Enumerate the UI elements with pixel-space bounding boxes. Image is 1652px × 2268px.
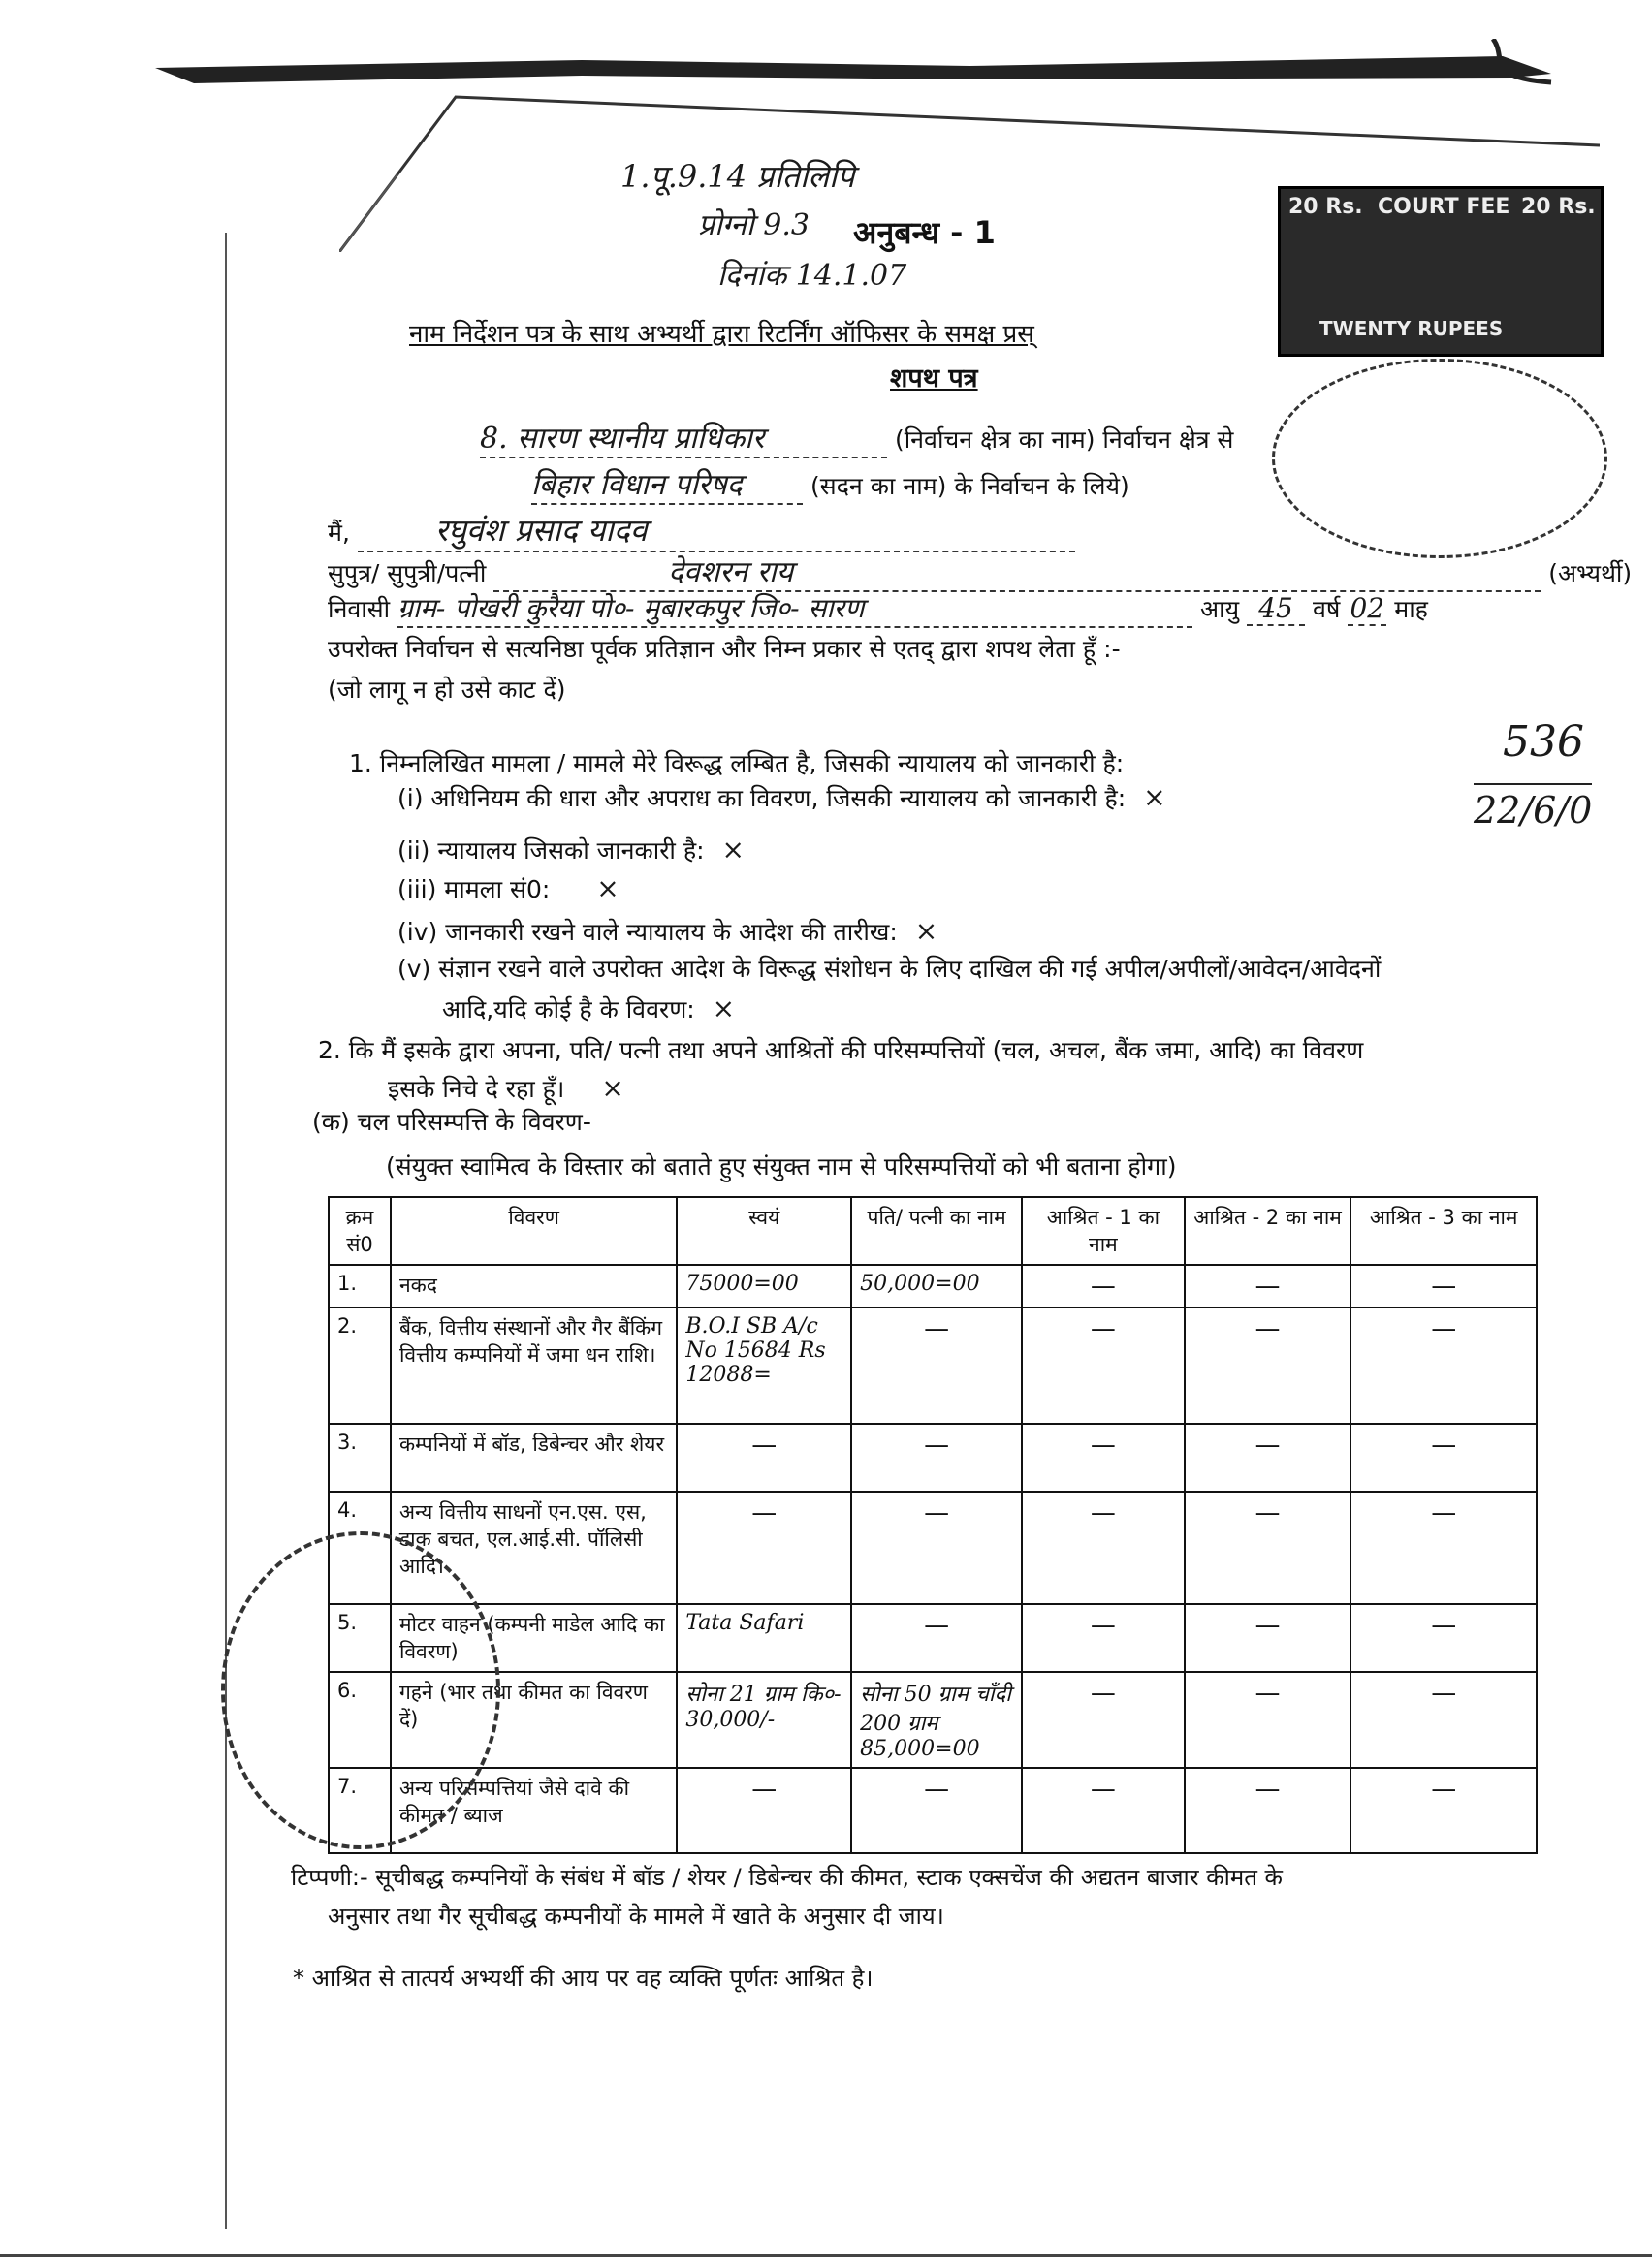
col-header-dependent-1: आश्रित - 1 का नाम	[1022, 1197, 1185, 1265]
left-margin-line	[225, 233, 227, 2229]
age-value: 45	[1247, 592, 1305, 626]
row-serial: 2.	[329, 1307, 391, 1424]
row-spouse-value: —	[851, 1307, 1022, 1424]
row-dependent-3: —	[1350, 1424, 1537, 1492]
table-header-row	[329, 1197, 1537, 1265]
table-row	[329, 1672, 1537, 1768]
table-row	[329, 1307, 1537, 1424]
row-dependent-3: —	[1350, 1672, 1537, 1768]
row-dependent-2: —	[1185, 1265, 1351, 1307]
row-description: अन्य परिसम्पत्तियां जैसे दावे की कीमत / ब्याज	[391, 1768, 677, 1853]
stamp-value-left: 20 Rs.	[1288, 195, 1363, 219]
margin-note-top: 536	[1503, 717, 1584, 767]
postmark-seal	[1272, 359, 1607, 558]
row-dependent-2: —	[1185, 1424, 1351, 1492]
scan-bottom-edge	[0, 2254, 1652, 2257]
row-serial: 7.	[329, 1768, 391, 1853]
house-line	[531, 463, 1129, 505]
row-self-value: —	[677, 1492, 851, 1604]
cross-mark: ×	[721, 834, 745, 866]
months-label: माह	[1394, 595, 1428, 623]
row-description: गहने (भार तथा कीमत का विवरण दें)	[391, 1672, 677, 1768]
row-dependent-3: —	[1350, 1492, 1537, 1604]
footnote-1: टिप्पणी:- सूचीबद्ध कम्पनियों के संबंध में बॉड / शेयर / डिबेन्चर की कीमत, स्टाक एक्सचेंज की अद्यतन बाजार कीमत के	[291, 1864, 1283, 1891]
house-label: (सदन का नाम) के निर्वाचन के लिये)	[810, 472, 1129, 500]
official-seal	[221, 1531, 500, 1849]
handwritten-reference-2: प्रोग्नो 9.3	[698, 208, 810, 242]
strike-note: (जो लागू न हो उसे काट दें)	[328, 676, 566, 704]
row-self-value: Tata Safari	[677, 1604, 851, 1672]
row-serial: 6.	[329, 1672, 391, 1768]
col-header-spouse: पति/ पत्नी का नाम	[851, 1197, 1022, 1265]
address-line	[328, 589, 1428, 628]
stamp-label: COURT FEE	[1378, 195, 1510, 219]
item-1-ii: (ii) न्यायालय जिसको जानकारी है: ×	[397, 834, 745, 866]
relation-line	[328, 551, 1633, 592]
row-dependent-1: —	[1022, 1604, 1185, 1672]
row-description: बैंक, वित्तीय संस्थानों और गैर बैंकिंग वित्तीय कम्पनियों में जमा धन राशि।	[391, 1307, 677, 1424]
age-label: आयु	[1200, 595, 1240, 623]
table-row	[329, 1768, 1537, 1853]
stamp-value-right: 20 Rs.	[1521, 195, 1596, 219]
address-value: ग्राम- पोखरी कुरैया पो०- मुबारकपुर जि०- सारण	[397, 589, 1192, 628]
row-dependent-2: —	[1185, 1492, 1351, 1604]
item-1-v-cont: आदि,यदि कोई है के विवरण: ×	[442, 992, 736, 1024]
row-dependent-2: —	[1185, 1604, 1351, 1672]
row-dependent-1: —	[1022, 1492, 1185, 1604]
handwritten-signature: दिनांक 14.1.07	[717, 259, 907, 293]
years-label: वर्ष	[1312, 595, 1341, 623]
row-dependent-1: —	[1022, 1265, 1185, 1307]
constituency-label: (निर्वाचन क्षेत्र का नाम) निर्वाचन क्षेत्र से	[894, 425, 1234, 454]
row-spouse-value: सोना 50 ग्राम चाँदी 200 ग्राम 85,000=00	[851, 1672, 1022, 1768]
row-dependent-1: —	[1022, 1307, 1185, 1424]
row-self-value: B.O.I SB A/c No 15684 Rs 12088=	[677, 1307, 851, 1424]
row-spouse-value: —	[851, 1768, 1022, 1853]
row-dependent-2: —	[1185, 1307, 1351, 1424]
table-row	[329, 1424, 1537, 1492]
row-description: कम्पनियों में बॉड, डिबेन्चर और शेयर	[391, 1424, 677, 1492]
col-header-description: विवरण	[391, 1197, 677, 1265]
candidate-name: रघुवंश प्रसाद यादव	[358, 509, 1075, 552]
row-spouse-value: —	[851, 1604, 1022, 1672]
handwritten-reference: 1.पू.9.14 प्रतिलिपि	[620, 158, 855, 195]
name-line	[328, 509, 1075, 552]
relation-label: सुपुत्र/ सुपुत्री/पत्नी	[328, 559, 487, 587]
row-dependent-2: —	[1185, 1768, 1351, 1853]
candidate-label: (अभ्यर्थी)	[1548, 559, 1633, 587]
row-serial: 4.	[329, 1492, 391, 1604]
row-self-value: —	[677, 1424, 851, 1492]
constituency-line	[480, 417, 1233, 458]
row-spouse-value: —	[851, 1492, 1022, 1604]
row-dependent-3: —	[1350, 1307, 1537, 1424]
row-self-value: —	[677, 1768, 851, 1853]
court-fee-stamp	[1278, 186, 1604, 357]
margin-note-bottom: 22/6/0	[1474, 783, 1592, 832]
name-label: मैं,	[328, 519, 350, 547]
item-1-i: (i) अधिनियम की धारा और अपराध का विवरण, जिसकी न्यायालय को जानकारी है: ×	[397, 781, 1166, 813]
footnote-dependent: * आश्रित से तात्पर्य अभ्यर्थी की आय पर वह व्यक्ति पूर्णतः आश्रित है।	[293, 1965, 874, 1992]
row-dependent-1: —	[1022, 1424, 1185, 1492]
row-description: मोटर वाहन (कम्पनी माडेल आदि का विवरण)	[391, 1604, 677, 1672]
row-description: नकद	[391, 1265, 677, 1307]
row-serial: 3.	[329, 1424, 391, 1492]
movable-assets-table	[328, 1196, 1538, 1854]
item-1: 1. निम्नलिखित मामला / मामले मेरे विरूद्ध लम्बित है, जिसकी न्यायालय को जानकारी है:	[349, 749, 1125, 777]
house-value: बिहार विधान परिषद	[531, 463, 803, 505]
item-1-iii: (iii) मामला सं0: ×	[397, 872, 620, 904]
months-value: 02	[1348, 592, 1386, 626]
row-spouse-value: 50,000=00	[851, 1265, 1022, 1307]
item-1-v: (v) संज्ञान रखने वाले उपरोक्त आदेश के विरूद्ध संशोधन के लिए दाखिल की गई अपील/अपीलों/आवेदन/आवेदनों	[397, 955, 1382, 983]
stamp-text: TWENTY RUPEES	[1319, 317, 1504, 340]
table-row	[329, 1604, 1537, 1672]
item-ka-note: (संयुक्त स्वामित्व के विस्तार को बताते हुए संयुक्त नाम से परिसम्पत्तियों को भी बताना होगा)	[386, 1152, 1177, 1181]
table-row	[329, 1492, 1537, 1604]
row-description: अन्य वित्तीय साधनों एन.एस. एस, डाक बचत, एल.आई.सी. पॉलिसी आदि।	[391, 1492, 677, 1604]
page-subtitle: नाम निर्देशन पत्र के साथ अभ्यर्थी द्वारा रिटर्निंग ऑफिसर के समक्ष प्रस्	[409, 320, 1034, 349]
cross-mark: ×	[1143, 781, 1166, 813]
cross-mark: ×	[712, 992, 736, 1024]
row-dependent-3: —	[1350, 1768, 1537, 1853]
item-1-iv: (iv) जानकारी रखने वाले न्यायालय के आदेश की तारीख: ×	[397, 915, 938, 947]
constituency-value: 8. सारण स्थानीय प्राधिकार	[480, 417, 887, 458]
item-2-cont: इसके निचे दे रहा हूँ। ×	[388, 1072, 624, 1104]
cross-mark: ×	[596, 872, 620, 904]
item-2: 2. कि मैं इसके द्वारा अपना, पति/ पत्नी तथा अपने आश्रितों की परिसम्पत्तियों (चल, अचल, बैंक जमा, आदि) का विवरण	[318, 1036, 1364, 1064]
oath-line: उपरोक्त निर्वाचन से सत्यनिष्ठा पूर्वक प्रतिज्ञान और निम्न प्रकार से एतद् द्वारा शपथ लेता हूँ :-	[328, 635, 1121, 663]
row-dependent-1: —	[1022, 1768, 1185, 1853]
col-header-self: स्वयं	[677, 1197, 851, 1265]
row-serial: 1.	[329, 1265, 391, 1307]
row-dependent-1: —	[1022, 1672, 1185, 1768]
row-self-value: 75000=00	[677, 1265, 851, 1307]
annexure-heading: अनुबन्ध - 1	[853, 214, 996, 251]
row-dependent-3: —	[1350, 1265, 1537, 1307]
col-header-dependent-3: आश्रित - 3 का नाम	[1350, 1197, 1537, 1265]
father-name: देवशरन राय	[493, 551, 1541, 592]
row-dependent-2: —	[1185, 1672, 1351, 1768]
cross-mark: ×	[601, 1072, 624, 1104]
row-dependent-3: —	[1350, 1604, 1537, 1672]
item-ka: (क) चल परिसम्पत्ति के विवरण-	[312, 1108, 591, 1136]
row-spouse-value: —	[851, 1424, 1022, 1492]
footnote-2: अनुसार तथा गैर सूचीबद्ध कम्पनीयों के मामले में खाते के अनुसार दी जाय।	[328, 1903, 944, 1930]
cross-mark: ×	[914, 915, 938, 947]
page-title: शपथ पत्र	[890, 363, 978, 394]
table-row	[329, 1265, 1537, 1307]
row-serial: 5.	[329, 1604, 391, 1672]
col-header-dependent-2: आश्रित - 2 का नाम	[1185, 1197, 1351, 1265]
resident-label: निवासी	[328, 595, 391, 623]
row-self-value: सोना 21 ग्राम कि०- 30,000/-	[677, 1672, 851, 1768]
col-header-serial: क्रम सं0	[329, 1197, 391, 1265]
